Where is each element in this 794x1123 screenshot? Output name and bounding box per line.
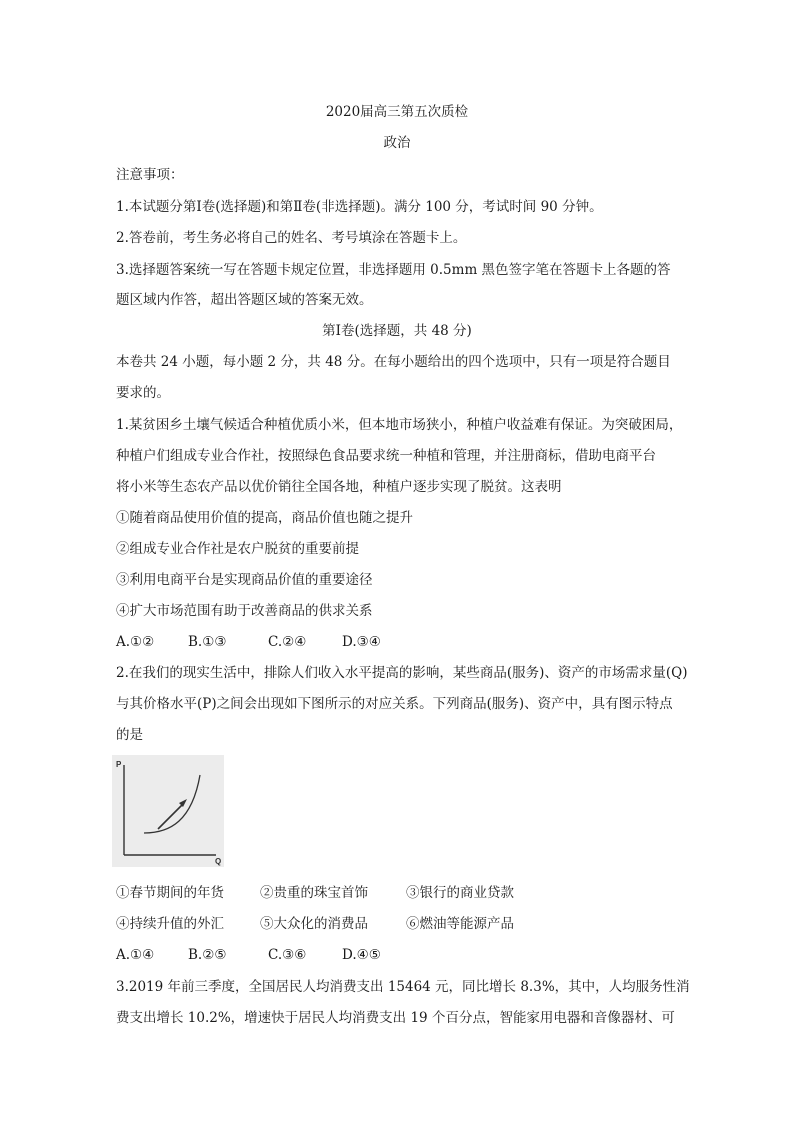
x-axis-label: Q — [215, 857, 222, 866]
q1-statement: ②组成专业合作社是农户脱贫的重要前提 — [116, 541, 359, 557]
q1-statement: ④扩大市场范围有助于改善商品的供求关系 — [116, 603, 373, 619]
q1-options — [116, 633, 381, 651]
q1-statement: ③利用电商平台是实现商品价值的重要途径 — [116, 572, 373, 588]
q2-statement: ④持续升值的外汇 — [116, 916, 224, 932]
notice-item: 3.选择题答案统一写在答题卡规定位置，非选择题用 0.5mm 黑色签字笔在答题卡上各题的答 — [116, 262, 671, 278]
q1-stem: 将小米等生态农产品以优价销往全国各地，种植户逐步实现了脱贫。这表明 — [116, 479, 562, 495]
q2-statement: ③银行的商业贷款 — [406, 885, 514, 901]
price-demand-graph — [112, 755, 224, 867]
q1-stem: 1.某贫困乡土壤气候适合种植优质小米，但本地市场狭小，种植户收益难有保证。为突破困局， — [116, 417, 683, 433]
q2-option-d[interactable]: D.④⑤ — [342, 947, 381, 963]
q1-option-b[interactable]: B.①③ — [188, 634, 227, 650]
q2-stem: 的是 — [116, 727, 143, 743]
q2-statement: ⑥燃油等能源产品 — [406, 916, 514, 932]
q1-option-c[interactable]: C.②④ — [268, 634, 307, 650]
q2-statement: ②贵重的珠宝首饰 — [260, 885, 368, 901]
q2-stem: 2.在我们的现实生活中，排除人们收入水平提高的影响，某些商品(服务)、资产的市场需求量(Q) — [116, 665, 688, 681]
q2-option-b[interactable]: B.②⑤ — [188, 947, 227, 963]
q2-option-c[interactable]: C.③⑥ — [268, 947, 307, 963]
q2-statements-row2 — [116, 915, 514, 933]
subject-title: 政治 — [383, 135, 411, 151]
q2-statements-row1 — [116, 884, 514, 902]
q3-stem: 3.2019 年前三季度，全国居民人均消费支出 15464 元，同比增长 8.3%，其中，人均服务性消 — [116, 979, 690, 995]
q2-stem: 与其价格水平(P)之间会出现如下图所示的对应关系。下列商品(服务)、资产中，具有图示特点 — [116, 696, 673, 712]
q2-options — [116, 946, 381, 964]
demand-curve — [144, 775, 200, 833]
q1-stem: 种植户们组成专业合作社，按照绿色食品要求统一种植和管理，并注册商标，借助电商平台 — [116, 448, 656, 464]
section-title: 第Ⅰ卷(选择题，共 48 分) — [322, 323, 472, 339]
q2-option-a[interactable]: A.①④ — [116, 947, 155, 963]
q3-stem: 费支出增长 10.2%，增速快于居民人均消费支出 19 个百分点，智能家用电器和音像器材、可 — [116, 1010, 675, 1026]
q2-statement: ⑤大众化的消费品 — [260, 916, 368, 932]
notice-item: 2.答卷前，考生务必将自己的姓名、考号填涂在答题卡上。 — [116, 230, 467, 246]
q1-statement: ①随着商品使用价值的提高，商品价值也随之提升 — [116, 510, 413, 526]
q2-statement: ①春节期间的年货 — [116, 885, 224, 901]
price-demand-figure — [112, 755, 224, 867]
notice-heading: 注意事项： — [116, 167, 184, 183]
notice-item: 1.本试题分第Ⅰ卷(选择题)和第Ⅱ卷(非选择题)。满分 100 分，考试时间 90 分钟。 — [116, 199, 603, 215]
y-axis-label: P — [116, 760, 122, 769]
exam-title: 2020届高三第五次质检 — [325, 104, 469, 120]
notice-item: 题区域内作答，超出答题区域的答案无效。 — [116, 292, 373, 308]
section-intro: 本卷共 24 小题，每小题 2 分，共 48 分。在每小题给出的四个选项中，只有一项是符合题目 — [116, 354, 671, 370]
q1-option-a[interactable]: A.①② — [116, 634, 155, 650]
arrow-line — [158, 803, 184, 829]
q1-option-d[interactable]: D.③④ — [342, 634, 381, 650]
section-intro: 要求的。 — [116, 385, 170, 401]
